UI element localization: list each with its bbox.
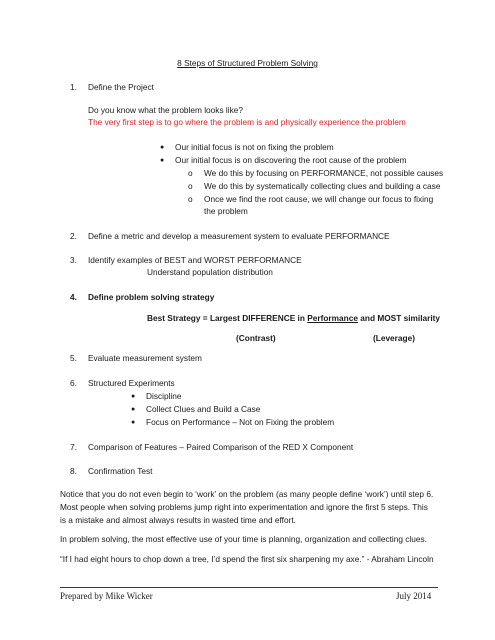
strategy-text-end: and MOST similarity: [357, 313, 441, 323]
step-7-label: Comparison of Features – Paired Comparison of the RED X Component: [88, 442, 354, 452]
step-8-label: Confirmation Test: [88, 466, 153, 476]
step-6-bullet: Discipline: [146, 391, 182, 401]
paragraph-line: Most people when solving problems jump right into experimentation and ignore the first 5 steps. This: [60, 502, 428, 512]
step-1-sub-bullet-continued: the problem: [204, 206, 248, 216]
contrast-label: (Contrast): [236, 333, 276, 343]
bullet-icon: ●: [131, 393, 136, 400]
bullet-icon: ●: [131, 419, 136, 426]
step-1-bullet: Our initial focus is not on fixing the problem: [175, 142, 334, 152]
footer-rule: [60, 587, 438, 588]
step-3-sub: Understand population distribution: [147, 267, 273, 277]
step-6-number: 6.: [70, 378, 77, 388]
page-title: 8 Steps of Structured Problem Solving: [177, 58, 318, 68]
step-1-number: 1.: [70, 82, 77, 92]
step-1-question: Do you know what the problem looks like?: [88, 105, 243, 115]
strategy-performance: Performance: [307, 313, 358, 323]
step-5-number: 5.: [70, 353, 77, 363]
step-4-strategy: [147, 313, 440, 324]
step-8-number: 8.: [70, 466, 77, 476]
step-3-number: 3.: [70, 255, 77, 265]
lincoln-quote: “If I had eight hours to chop down a tree, I’d spend the first six sharpening my axe.” - Abraham Lincoln: [60, 554, 434, 564]
step-1-sub-bullet: We do this by systematically collecting clues and building a case: [204, 181, 441, 191]
bullet-icon: ●: [160, 157, 165, 164]
sub-bullet-icon: o: [188, 181, 193, 191]
step-2-number: 2.: [70, 231, 77, 241]
step-6-bullet: Focus on Performance – Not on Fixing the problem: [146, 417, 335, 427]
paragraph-line: Notice that you do not even begin to ‘work’ on the problem (as many people define ‘work’) until step 6.: [60, 489, 434, 499]
step-1-label: Define the Project: [88, 82, 154, 92]
paragraph-line: is a mistake and almost always results in wasted time and effort.: [60, 515, 296, 525]
step-2-label: Define a metric and develop a measurement system to evaluate PERFORMANCE: [88, 231, 390, 241]
step-1-bullet: Our initial focus is on discovering the root cause of the problem: [175, 155, 407, 165]
bullet-icon: ●: [160, 144, 165, 151]
paragraph-planning: In problem solving, the most effective use of your time is planning, organization and collecting clues.: [60, 534, 427, 544]
strategy-text: Best Strategy = Largest DIFFERENCE in: [147, 313, 308, 323]
step-5-label: Evaluate measurement system: [88, 353, 202, 363]
leverage-label: (Leverage): [373, 333, 415, 343]
sub-bullet-icon: o: [188, 194, 193, 204]
step-6-bullet: Collect Clues and Build a Case: [146, 404, 261, 414]
step-1-red-note: The very first step is to go where the problem is and physically experience the problem: [88, 117, 406, 127]
step-1-sub-bullet: Once we find the root cause, we will change our focus to fixing: [204, 194, 434, 204]
step-4-label: Define problem solving strategy: [88, 292, 215, 302]
footer-date: July 2014: [396, 591, 432, 601]
step-6-label: Structured Experiments: [88, 378, 175, 388]
footer-author: Prepared by Mike Wicker: [60, 591, 153, 601]
step-3-label: Identify examples of BEST and WORST PERFORMANCE: [88, 255, 302, 265]
bullet-icon: ●: [131, 406, 136, 413]
step-4-number: 4.: [70, 292, 77, 302]
step-1-sub-bullet: We do this by focusing on PERFORMANCE, not possible causes: [204, 168, 444, 178]
step-7-number: 7.: [70, 442, 77, 452]
sub-bullet-icon: o: [188, 168, 193, 178]
